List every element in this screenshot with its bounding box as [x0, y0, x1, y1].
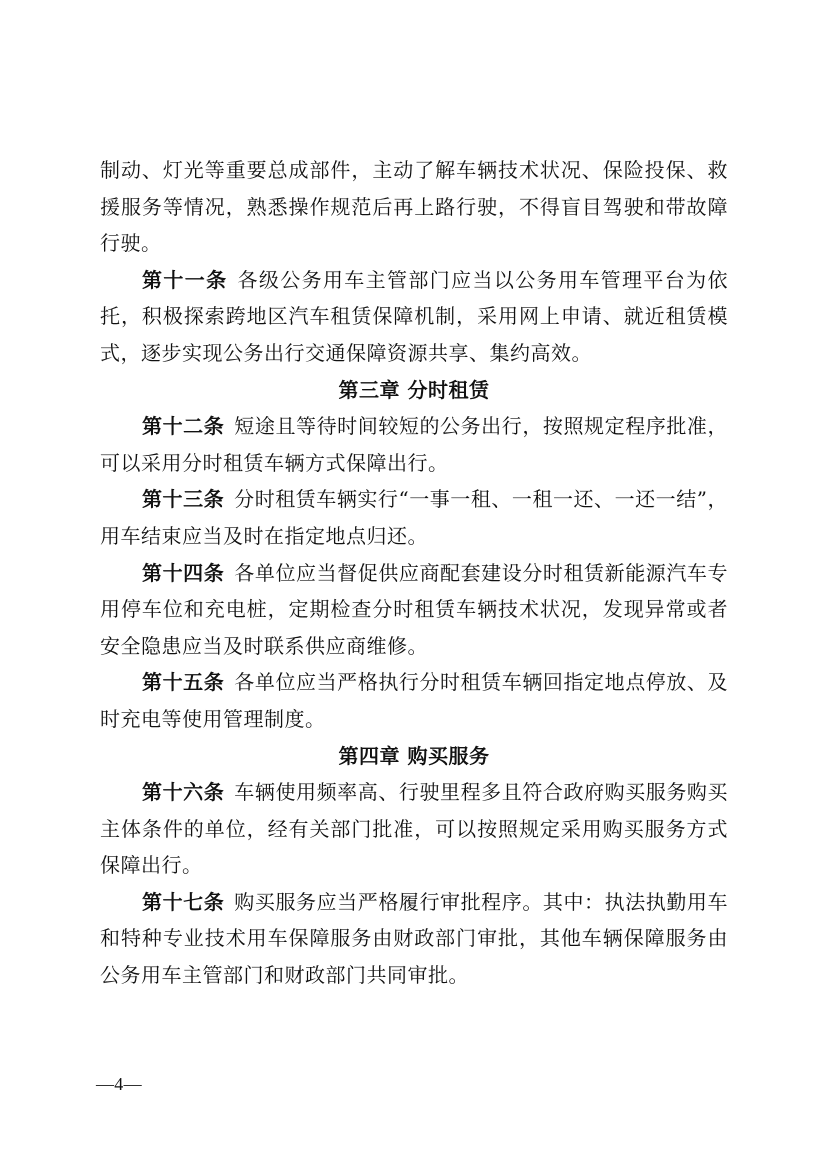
- article-11-paragraph: [100, 262, 728, 372]
- article-17-paragraph: [100, 884, 728, 994]
- article-13-text: 分时租赁车辆实行“一事一租、一租一还、一还一结”，用车结束应当及时在指定地点归还。: [100, 487, 729, 548]
- article-14-paragraph: [100, 555, 728, 665]
- article-14-text: 各单位应当督促供应商配套建设分时租赁新能源汽车专用停车位和充电桩，定期检查分时租赁车辆技术状况，发现异常或者安全隐患应当及时联系供应商维修。: [100, 560, 729, 658]
- article-11-text: 各级公务用车主管部门应当以公务用车管理平台为依托，积极探索跨地区汽车租赁保障机制，采用网上申请、就近租赁模式，逐步实现公务出行交通保障资源共享、集约高效。: [100, 267, 729, 365]
- chapter-4-heading: 第四章 购买服务: [338, 743, 490, 768]
- article-13-label: 第十三条: [142, 487, 225, 512]
- article-17-text: 购买服务应当严格履行审批程序。其中：执法执勤用车和特种专业技术用车保障服务由财政部门审批，其他车辆保障服务由公务用车主管部门和财政部门共同审批。: [100, 889, 729, 988]
- article-11-label: 第十一条: [142, 267, 228, 292]
- article-16-text: 车辆使用频率高、行驶里程多且符合政府购买服务购买主体条件的单位，经有关部门批准，可以按照规定采用购买服务方式保障出行。: [100, 780, 729, 878]
- article-15-paragraph: [100, 664, 728, 737]
- chapter-3-heading: 第三章 分时租赁: [338, 377, 490, 402]
- intro-paragraph: 制动、灯光等重要总成部件，主动了解车辆技术状况、保险投保、救援服务等情况，熟悉操作规范后再上路行驶，不得盲目驾驶和带故障行驶。: [100, 158, 728, 256]
- document-body: [100, 152, 728, 994]
- article-12-text: 短途且等待时间较短的公务出行，按照规定程序批准，可以采用分时租赁车辆方式保障出行。: [100, 414, 729, 475]
- article-14-label: 第十四条: [142, 560, 225, 585]
- article-15-text: 各单位应当严格执行分时租赁车辆回指定地点停放、及时充电等使用管理制度。: [100, 670, 729, 731]
- article-13-paragraph: [100, 481, 728, 554]
- article-12-label: 第十二条: [142, 414, 225, 439]
- article-17-label: 第十七条: [142, 889, 225, 914]
- article-12-paragraph: [100, 408, 728, 481]
- page-number: —4—: [96, 1074, 142, 1094]
- article-16-label: 第十六条: [142, 780, 225, 805]
- article-15-label: 第十五条: [142, 670, 225, 695]
- article-16-paragraph: [100, 774, 728, 884]
